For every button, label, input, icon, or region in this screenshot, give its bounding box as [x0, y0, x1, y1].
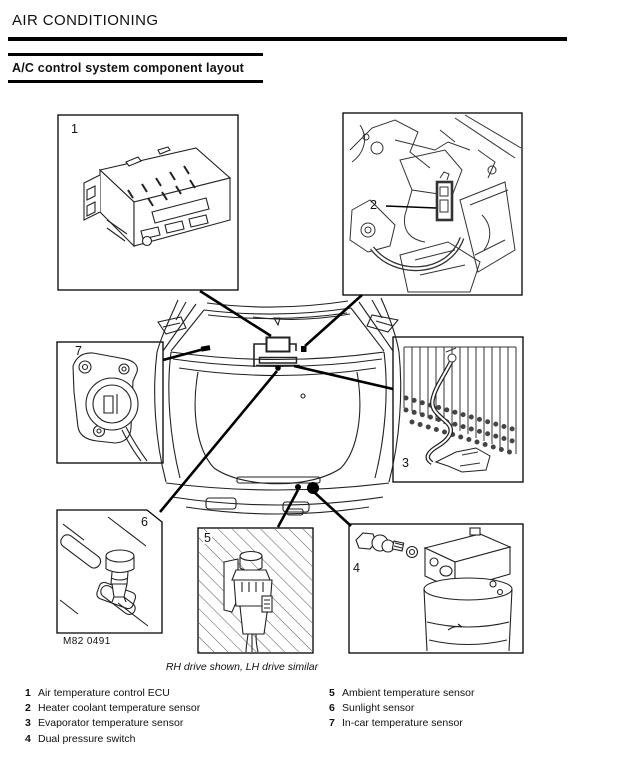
- callout-number-7: 7: [75, 344, 82, 358]
- legend-item: [329, 686, 609, 701]
- legend-item: [25, 716, 315, 731]
- legend-item-label: Ambient temperature sensor: [342, 687, 475, 699]
- page-title: AIR CONDITIONING: [12, 12, 159, 29]
- figure-reference: M82 0491: [63, 636, 111, 647]
- legend-item-label: In-car temperature sensor: [342, 717, 463, 730]
- diagram-caption: RH drive shown, LH drive similar: [165, 661, 319, 673]
- legend-item-number: 7: [329, 717, 335, 730]
- leader-3: [294, 366, 393, 389]
- leader-4: [314, 492, 351, 526]
- callout-number-6: 6: [141, 515, 148, 529]
- car-front-view: [155, 298, 401, 515]
- legend-item-label: Sunlight sensor: [342, 702, 415, 715]
- sunlight-sensor-mark: [275, 365, 281, 371]
- pressure-switch-mark: [307, 482, 319, 494]
- left-mirror: [158, 317, 186, 334]
- callout-number-3: 3: [402, 456, 409, 470]
- legend-item-number: 3: [25, 717, 31, 730]
- callout-number-2: 2: [370, 198, 377, 212]
- legend-item: [25, 701, 315, 716]
- legend-column-right: [329, 686, 609, 732]
- legend-item: [25, 732, 315, 747]
- coolant-sensor-mark: [301, 346, 307, 352]
- legend-item-number: 2: [25, 702, 31, 715]
- legend-item-number: 1: [25, 687, 31, 699]
- legend-item-label: Evaporator temperature sensor: [38, 717, 184, 730]
- callout-number-1: 1: [71, 122, 78, 136]
- legend-item-number: 6: [329, 702, 335, 715]
- leader-6: [160, 371, 277, 512]
- legend-item-number: 5: [329, 687, 335, 699]
- ambient-sensor-mark: [295, 484, 301, 490]
- callout-number-5: 5: [204, 531, 211, 545]
- legend-item-number: 4: [25, 732, 31, 745]
- legend-item-label: Air temperature control ECU: [38, 687, 170, 699]
- leader-7: [163, 349, 204, 360]
- legend-item-label: Heater coolant temperature sensor: [38, 702, 201, 715]
- legend-item: [329, 701, 609, 716]
- legend-column-left: [25, 686, 315, 747]
- legend-item: [25, 686, 315, 701]
- section-title: A/C control system component layout: [12, 61, 245, 75]
- legend-item-label: Dual pressure switch: [38, 732, 136, 745]
- callout-number-4: 4: [353, 561, 360, 575]
- legend-item: [329, 716, 609, 731]
